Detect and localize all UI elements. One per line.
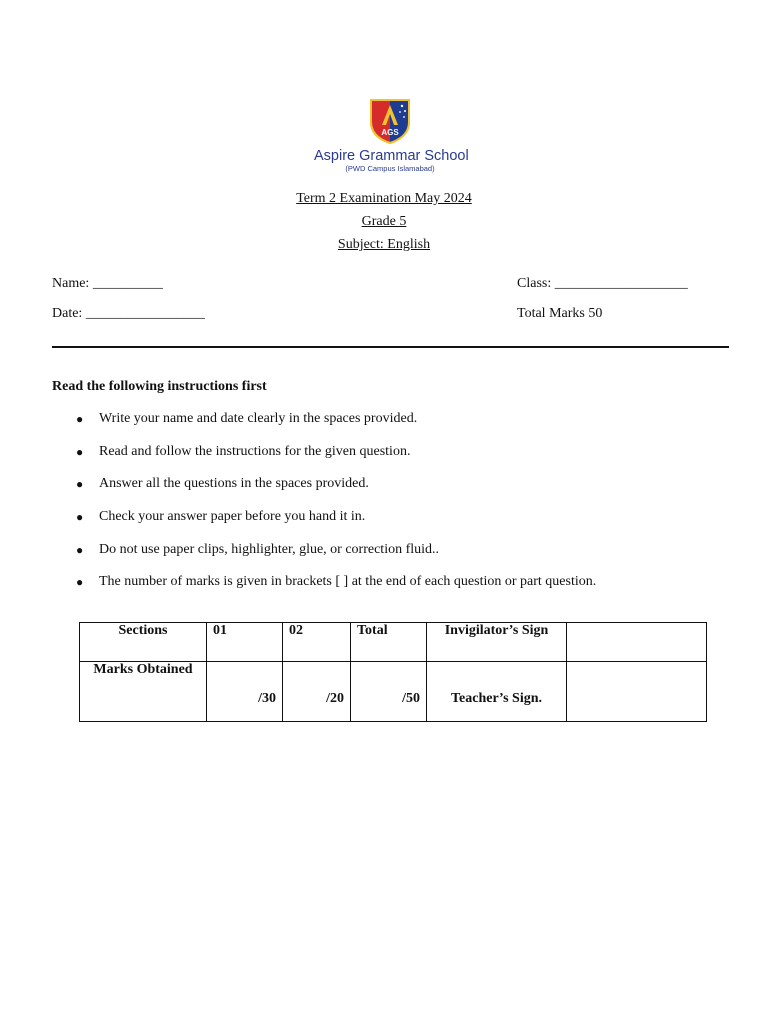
school-name: Aspire Grammar School: [314, 148, 469, 164]
section-02-header: 02: [283, 623, 351, 662]
invigilator-sign-cell[interactable]: [567, 623, 707, 662]
list-item: [52, 470, 596, 503]
name-field: Name: __________: [52, 276, 163, 291]
instructions-list: [52, 405, 596, 601]
school-crest-icon: [369, 98, 411, 144]
list-item: [52, 536, 596, 569]
instruction-text: Read and follow the instructions for the given question.: [99, 443, 411, 459]
bullet-icon: ●: [76, 477, 84, 492]
bullet-icon: ●: [76, 542, 84, 557]
instruction-text: Do not use paper clips, highlighter, glue, or correction fluid..: [99, 541, 440, 557]
sections-header: Sections: [80, 623, 207, 662]
teacher-sign-label: Teacher’s Sign.: [427, 662, 567, 722]
total-marks: Total Marks 50: [517, 306, 603, 321]
total-marks-cell[interactable]: /50: [351, 662, 427, 722]
section-02-marks[interactable]: /20: [283, 662, 351, 722]
bullet-icon: ●: [76, 412, 84, 426]
list-item: [52, 503, 596, 536]
bullet-icon: ●: [76, 444, 84, 459]
list-item: [52, 405, 596, 438]
exam-subject: Subject: English: [337, 237, 431, 252]
class-field: Class: ___________________: [517, 276, 688, 291]
invigilator-sign-header: Invigilator’s Sign: [427, 623, 567, 662]
section-01-marks[interactable]: /30: [207, 662, 283, 722]
exam-grade: Grade 5: [361, 214, 407, 229]
section-01-header: 01: [207, 623, 283, 662]
total-header: Total: [351, 623, 427, 662]
instruction-text: The number of marks is given in brackets [ ] at the end of each question or part question.: [99, 574, 597, 590]
instruction-text: Answer all the questions in the spaces provided.: [99, 476, 369, 492]
bullet-icon: ●: [76, 510, 84, 525]
exam-title: Term 2 Examination May 2024: [296, 191, 472, 206]
instruction-text: Check your answer paper before you hand it in.: [99, 509, 366, 525]
list-item: [52, 438, 596, 471]
marks-obtained-label: Marks Obtained: [80, 662, 207, 722]
marks-table: [79, 622, 707, 722]
divider-line: [52, 346, 729, 348]
crest-letters: AGS: [381, 128, 399, 137]
table-row: [80, 662, 707, 722]
list-item: [52, 568, 596, 601]
school-logo: [314, 98, 469, 182]
teacher-sign-cell[interactable]: [567, 662, 707, 722]
school-campus: (PWD Campus Islamabad): [345, 164, 435, 173]
bullet-icon: ●: [76, 575, 84, 590]
instruction-text: Write your name and date clearly in the spaces provided.: [99, 411, 418, 426]
instructions-heading: Read the following instructions first: [52, 379, 267, 394]
date-field: Date: _________________: [52, 306, 205, 321]
table-row: [80, 623, 707, 662]
